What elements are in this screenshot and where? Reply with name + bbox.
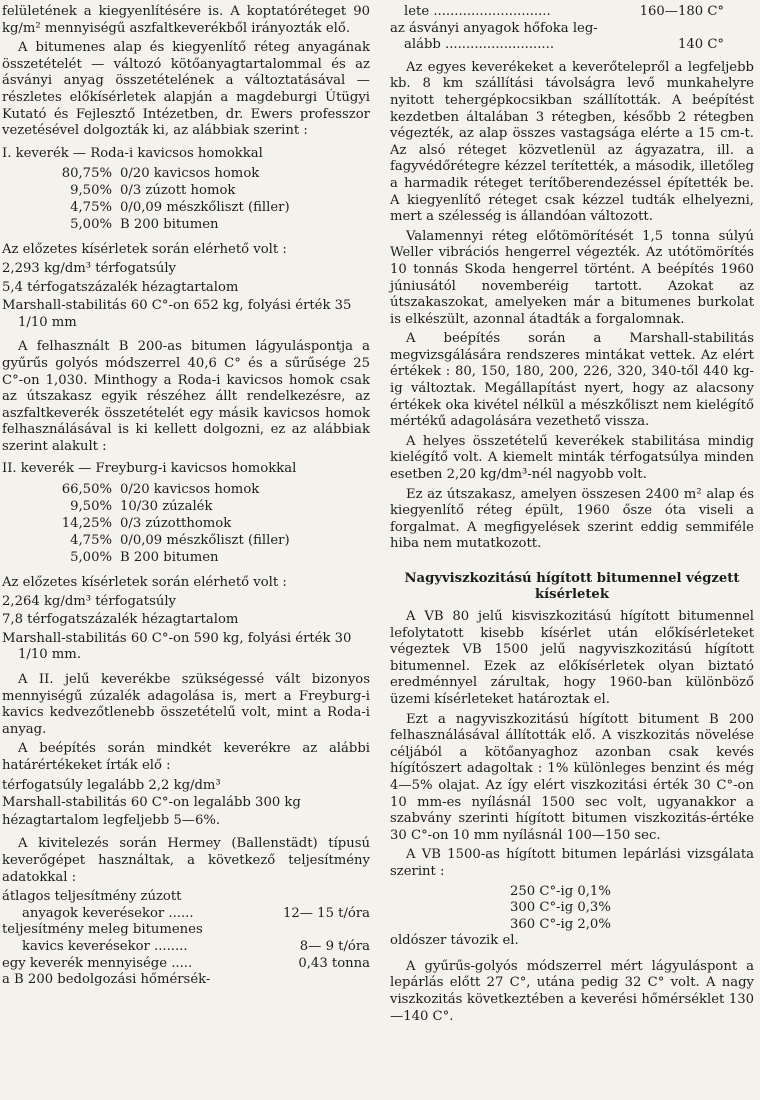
mix-material: 0/0,09 mészkőliszt (filler) — [120, 200, 290, 216]
distillation-row: 250 C°-ig 0,1% — [510, 883, 611, 899]
mix-percent: 5,00% — [70, 217, 112, 233]
mix-1-props-intro: Az előzetes kísérletek során elérhető volt : — [2, 242, 287, 258]
mix-2-density: 2,264 kg/dm³ térfogatsúly — [2, 593, 177, 609]
perf-value: 8— 9 t/óra — [299, 938, 370, 954]
mix-1-row — [2, 200, 370, 217]
mix-1-row — [2, 183, 370, 200]
mix-percent: 80,75% — [61, 166, 112, 182]
perf-label-line: teljesítmény meleg bitumenes — [2, 922, 203, 938]
mix-material: 0/0,09 mészkőliszt (filler) — [120, 533, 290, 549]
compaction-paragraph: Valamennyi réteg előtömörítését 1,5 tonna súlyú Weller vibrációs hengerrel végezték. Az utótömörítés 10 tonnás Skoda hengerrel történt. A beépítés 1960 júniusától novemberéig tartott. Azokat az útszakaszokat, amelyeken már a bitumenes burkolat is elkészült, azonnal átadták a forgalomnak. — [390, 228, 754, 327]
performance-table — [2, 889, 370, 989]
mix-material: 10/30 zúzalék — [120, 499, 213, 515]
intro-paragraph: felületének a kiegyenlítésére is. A koptatóréteget 90 kg/m² mennyiségű aszfaltkeverékből irányozták elő. — [2, 4, 370, 36]
mix-2-row — [2, 482, 370, 499]
mix-material: 0/3 zúzotthomok — [120, 516, 232, 532]
mix-percent: 66,50% — [61, 482, 112, 498]
mix-percent: 9,50% — [70, 183, 112, 199]
softening-paragraph: A gyűrűs-golyós módszerrel mért lágyuláspont a lepárlás előtt 27 C°, utána pedig 32 C° volt. A nagy viszkozitás következtében a keverési hőmérséklet 130—140 C°. — [390, 958, 754, 1024]
distillation-row: 300 C°-ig 0,3% — [510, 900, 611, 916]
mix-2-voids: 7,8 térfogatszázalék hézagtartalom — [2, 612, 239, 628]
mix-percent: 9,50% — [70, 499, 112, 515]
composition-paragraph: A bitumenes alap és kiegyenlítő réteg anyagának összetételét — változó kötőanyagtartalommal és az ásványi anyag összetételének a változtatásával — részletes előkísérletek alapján a magdeburgi Útügyi Kutató és Fejlesztő Intézetben, dr. Ewers professzor vezetésével dolgozták ki, az alábbiak szerint : — [2, 40, 370, 139]
temp-row — [390, 4, 754, 21]
mix-1-heading: I. keverék — Roda-i kavicsos homokkal — [2, 145, 263, 161]
mix-material: B 200 bitumen — [120, 550, 219, 566]
mix-percent: 14,25% — [61, 516, 112, 532]
mix-2-row — [2, 533, 370, 550]
vb80-paragraph: A VB 80 jelű kisviszkozitású hígított bitumennel lefolytatott kisebb kísérlet után előkísérleteket végeztek VB 1500 jelű nagyviszkozitású hígított bitumennel. Ezek az előkísérletek olyan biztató eredménnyel zárultak, hogy 1960-ban különböző üzemi kísérleteket határoztak el. — [390, 609, 754, 707]
distillation-tail: oldószer távozik el. — [390, 933, 519, 949]
mix-material: 0/3 zúzott homok — [120, 183, 236, 199]
stability-paragraph: A helyes összetételű keverékek stabilitása mindig kielégítő volt. A kiemelt minták térfogatsúlya minden esetben 2,20 kg/dm³-nél nagyobb volt. — [390, 433, 754, 483]
mix-1-voids: 5,4 térfogatszázalék hézagtartalom — [2, 279, 239, 295]
mix-2-marshall: Marshall-stabilitás 60 C°-on 590 kg, folyási érték 30 1/10 mm. — [2, 630, 352, 663]
distillation-intro: A VB 1500-as hígított bitumen lepárlási vizsgálata szerint : — [390, 847, 754, 879]
perf-value: 0,43 tonna — [298, 955, 370, 971]
distillation-row: 360 C°-ig 2,0% — [510, 916, 611, 932]
mineral-temp-cont: alább .......................... — [404, 37, 555, 53]
limit-item: hézagtartalom legfeljebb 5—6%. — [2, 812, 221, 828]
perf-row — [2, 906, 370, 923]
mineral-temp-row — [390, 37, 754, 54]
mix-material: 0/20 kavicsos homok — [120, 482, 260, 498]
mix-2-heading: II. keverék — Freyburg-i kavicsos homokkal — [2, 461, 297, 477]
mix-1-row — [2, 166, 370, 183]
perf-value: 12— 15 t/óra — [283, 905, 370, 921]
mix-2-row — [2, 550, 370, 567]
left-column — [2, 4, 370, 989]
machine-paragraph: A kivitelezés során Hermey (Ballenstädt) típusú keverőgépet használtak, a következő teljesítmény adatokkal : — [2, 836, 370, 885]
mix-1-marshall: Marshall-stabilitás 60 C°-on 652 kg, folyási érték 35 1/10 mm — [2, 298, 352, 330]
right-column — [390, 4, 754, 1028]
aggregate-paragraph: A II. jelű keverékbe szükségessé vált bizonyos mennyiségű zúzalék adagolása is, mert a Freyburg-i kavics kedvezőtlenebb összetételű volt, mint a Roda-i anyag. — [2, 672, 370, 737]
temp-value: 160—180 C° — [639, 4, 724, 19]
limits-intro-paragraph: A beépítés során mindkét keverékre az alábbi határértékeket írták elő : — [2, 741, 370, 773]
mineral-temp-label: az ásványi anyagok hőfoka leg- — [390, 20, 598, 36]
mix-1-block — [2, 146, 370, 332]
mix-1-row — [2, 217, 370, 234]
marshall-paragraph: A beépítés során a Marshall-stabilitás megvizsgálására rendszeres mintákat vettek. Az elért értékek : 80, 150, 180, 200, 226, 320, 340-től 440 kg-ig változtak. Megállapítást nyert, hogy az alacsony értékek oka kivétel nélkül a mészkőliszt nem kielégítő mértékű adagolására vezethető vissza. — [390, 331, 754, 430]
bitumen-paragraph: A felhasznált B 200-as bitumen lágyuláspontja a gyűrűs golyós módszerrel 40,6 C° és a sűrűsége 25 C°-on 1,030. Minthogy a Roda-i kavicsos homok csak az útszakasz egyik részéhez állt rendelkezésre, az aszfaltkeverék összetételét egy másik kavicsos homok felhasználásával is ki kellett dolgozni, ez az alábbiak szerint alakult : — [2, 339, 370, 454]
mix-2-row — [2, 516, 370, 533]
perf-label-line: átlagos teljesítmény zúzott — [2, 889, 182, 905]
mineral-temp-value: 140 C° — [677, 37, 724, 53]
limit-item: térfogatsúly legalább 2,2 kg/dm³ — [2, 777, 221, 793]
perf-label-cont: anyagok keverésekor ...... — [22, 905, 194, 921]
mix-material: B 200 bitumen — [120, 217, 219, 233]
mix-percent: 4,75% — [70, 533, 112, 549]
perf-row — [2, 939, 370, 956]
mix-material: 0/20 kavicsos homok — [120, 166, 260, 182]
perf-label-line: egy keverék mennyisége ..... — [2, 955, 193, 971]
mix-2-block — [2, 461, 370, 664]
vb1500-paragraph: Ezt a nagyviszkozitású hígított bitument B 200 felhasználásával állították elő. A viszkozitás növelése céljából a kötőanyaghoz azonban csak kevés hígítószert adagoltak : 1% különleges benzint és még 4—5% olajat. Az így elért viszkozitási érték 30 C°-on 10 mm-es nyílásnál 1500 sec volt, ugyanakkor a szabvány szerinti hígított bitumen viszkozitás-értéke 30 C°-on 10 mm nyílásnál 100—150 sec. — [390, 711, 754, 843]
mix-2-props-intro: Az előzetes kísérletek során elérhető volt : — [2, 575, 287, 591]
temp-label-cont: lete ............................ — [404, 4, 551, 19]
mix-1-density: 2,293 kg/dm³ térfogatsúly — [2, 260, 177, 276]
section-heading: Nagyviszkozitású hígított bitumennel végzett kísérletek — [404, 571, 740, 602]
perf-temp-start: a B 200 bedolgozási hőmérsék- — [2, 972, 211, 988]
section-paragraph: Ez az útszakasz, amelyen összesen 2400 m² alap és kiegyenlítő réteg épült, 1960 ősze óta viseli a forgalmat. A megfigyelések szerint eddig semmiféle hiba nem mutatkozott. — [390, 486, 754, 552]
perf-label-cont: kavics keverésekor ........ — [22, 938, 188, 954]
transport-paragraph: Az egyes keverékeket a keverőtelepről a legfeljebb kb. 8 km szállítási távolságra levő munkahelyre nyitott tehergépkocsikban szállították. A beépítést kezdetben általában 3 rétegben, később 2 rétegben végezték, az alap összes vastagsága elérte a 15 cm-t. Az alsó réteget közvetlenül az ágyazatra, ill. a fagyvédőrétegre kézzel terítették, a második, illetőleg a harmadik réteget terítőberendezéssel építették be. A kiegyenlítő réteget csak kézzel tudták elhelyezni, mert a szélesség is állandóan változott. — [390, 59, 754, 225]
mix-2-row — [2, 499, 370, 516]
mix-percent: 4,75% — [70, 200, 112, 216]
mix-percent: 5,00% — [70, 550, 112, 566]
perf-row — [2, 956, 370, 973]
limit-item: Marshall-stabilitás 60 C°-on legalább 300 kg — [2, 795, 301, 811]
